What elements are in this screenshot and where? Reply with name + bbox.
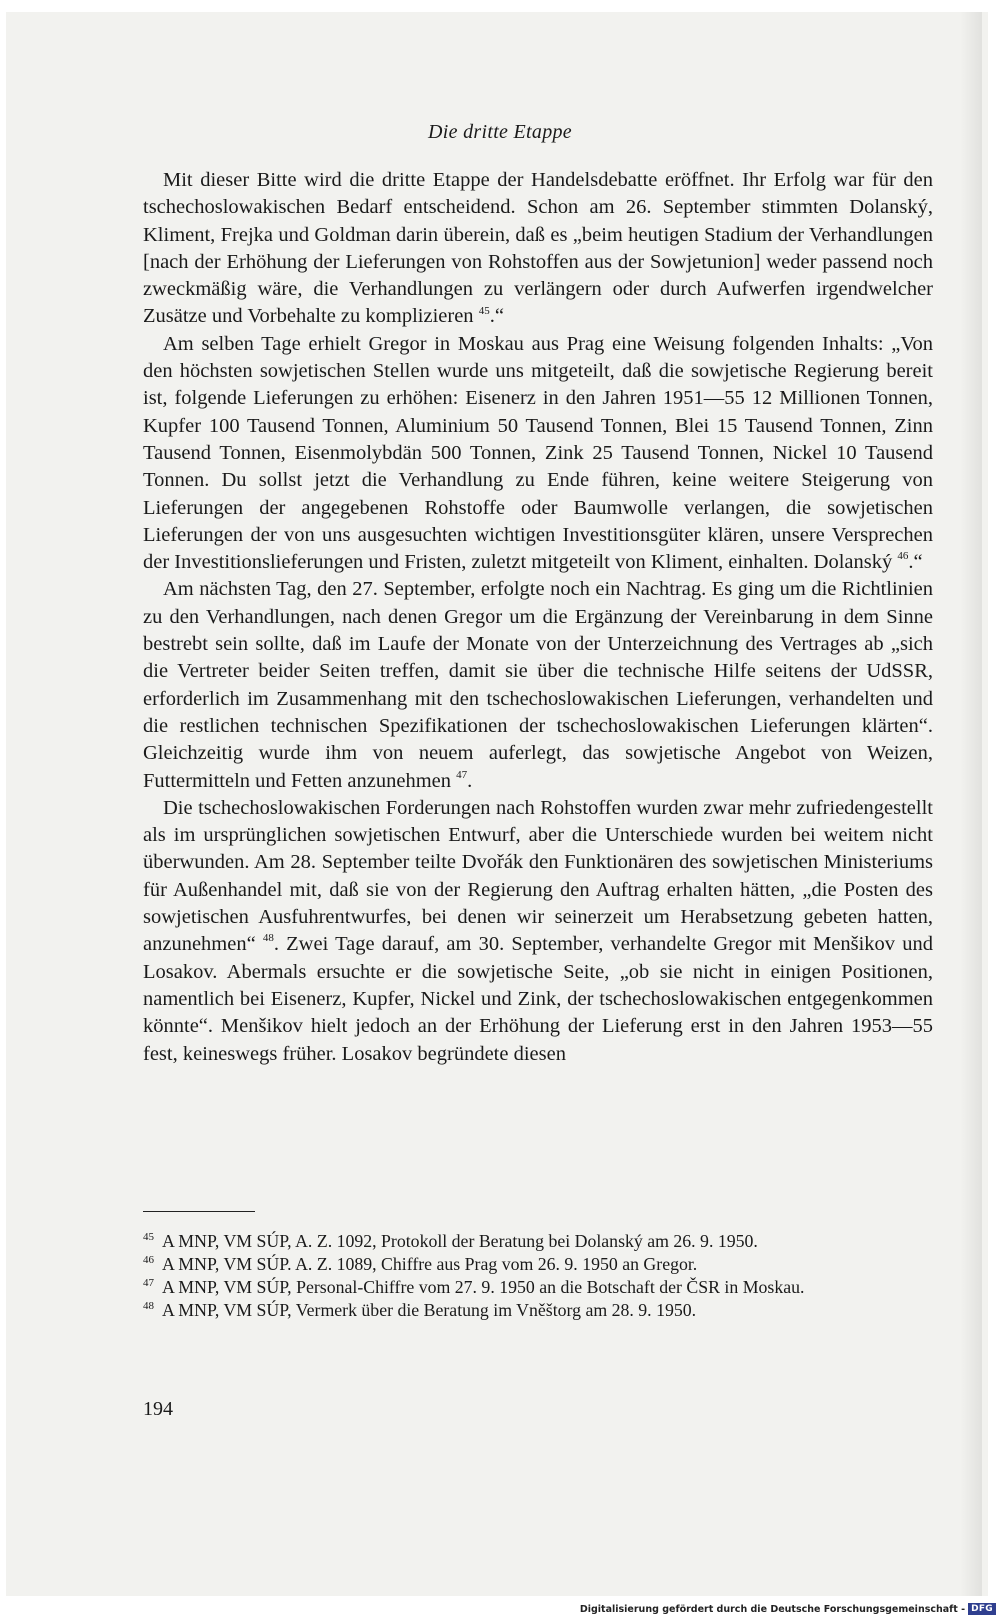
footnote (143, 1253, 933, 1276)
footnote (143, 1299, 933, 1322)
footnote-number: 45 (143, 1231, 154, 1244)
paragraph-text: Mit dieser Bitte wird die dritte Etappe der Handelsdebatte eröffnet. Ihr Erfolg war für den tschechoslowakischen Bedarf entscheidend. Schon am 26. September stimmten Dolanský, Kliment, Frejka und Goldman darin überein, daß es „beim heutigen Stadium der Verhandlungen [nach der Erhöhung der Lieferungen von Rohstoffen aus der Sowjetunion] weder passend noch zweckmäßig wäre, die Verhandlungen zu verlängern oder durch Aufwerfen irgendwelcher Zusätze und Vorbehalte zu komplizieren (143, 169, 933, 328)
digitization-credit (580, 1603, 996, 1615)
paragraph (143, 331, 933, 577)
footnote-number: 47 (143, 1277, 154, 1290)
credit-text: Digitalisierung gefördert durch die Deutsche Forschungsgemeinschaft - (579, 1603, 966, 1615)
footnote-text: A MNP, VM SÚP, Personal-Chiffre vom 27. 9. 1950 an die Botschaft der ČSR in Moskau. (162, 1277, 805, 1297)
footnote-number: 46 (143, 1254, 154, 1267)
paragraph (143, 576, 933, 794)
paragraph-text: Die tschechoslowakischen Forderungen nach Rohstoffen wurden zwar mehr zufriedengestellt als im ursprünglichen sowjetischen Entwurf, aber die Unterschiede wurden bei weitem nicht überwunden. Am 28. September teilte Dvořák den Funktionären des sowjetischen Ministeriums für Außenhandel mit, daß sie von der Regierung den Auftrag erhalten hätten, „die Posten des sowjetischen Ausfuhrentwurfes, bei denen wir seinerzeit um Herabsetzung gebeten hatten, anzunehmen“ (143, 796, 933, 956)
footnotes (143, 1230, 933, 1322)
footnote-text: A MNP, VM SÚP. A. Z. 1089, Chiffre aus Prag vom 26. 9. 1950 an Gregor. (162, 1254, 698, 1274)
paragraph (143, 167, 933, 331)
page-edge-shadow (960, 12, 982, 1596)
paragraph-tail: .“ (489, 305, 504, 328)
footnote-ref: 47 (456, 768, 468, 781)
footnote-ref: 46 (897, 550, 909, 563)
paragraph (143, 795, 933, 1068)
footnote (143, 1230, 933, 1253)
footnote (143, 1276, 933, 1299)
paragraph-tail: . Zwei Tage darauf, am 30. September, verhandelte Gregor mit Menšikov und Losakov. Abermals ersuchte er die sowjetische Seite, „ob sie nicht in einigen Positionen, namentlich bei Eisenerz, Kupfer, Nickel und Zink, der tschechoslowakischen entgegenkommen könnte“. Menšikov hielt jedoch an der Erhöhung der Lieferung erst in den Jahren 1953—55 fest, keineswegs früher. Losakov begründete diesen (143, 933, 933, 1065)
dfg-logo-icon: DFG (968, 1603, 996, 1615)
running-head: Die dritte Etappe (428, 121, 572, 143)
paragraph-text: Am nächsten Tag, den 27. September, erfolgte noch ein Nachtrag. Es ging um die Richtlinien zu den Verhandlungen, nach denen Gregor um die Ergänzung der Vereinbarung in dem Sinne bestrebt sein sollte, daß im Laufe der Monate von der Unterzeichnung des Vertrages ab „sich die Vertreter beider Seiten treffen, damit sie über die technische Hilfe seitens der UdSSR, erforderlich im Zusammenhang mit den tschechoslowakischen Lieferungen, verhandelten und die restlichen technischen Spezifikationen der tschechoslowakischen Lieferungen klärten“. Gleichzeitig wurde ihm von neuem auferlegt, das sowjetische Angebot von Weizen, Futtermitteln und Fetten anzunehmen (143, 578, 933, 792)
body-text (143, 167, 933, 1068)
footnote-ref: 45 (478, 304, 490, 317)
footnote-rule (143, 1211, 255, 1212)
footnote-text: A MNP, VM SÚP, A. Z. 1092, Protokoll der Beratung bei Dolanský am 26. 9. 1950. (162, 1231, 758, 1251)
footnote-ref: 48 (262, 932, 274, 945)
footnote-number: 48 (143, 1300, 154, 1313)
paragraph-tail: .“ (908, 551, 923, 574)
footnote-text: A MNP, VM SÚP, Vermerk über die Beratung im Vněštorg am 28. 9. 1950. (162, 1300, 697, 1320)
page-number: 194 (143, 1398, 173, 1420)
paragraph-tail: . (467, 769, 473, 792)
paragraph-text: Am selben Tage erhielt Gregor in Moskau aus Prag eine Weisung folgenden Inhalts: „Von den höchsten sowjetischen Stellen wurde uns mitgeteilt, daß die sowjetische Regierung bereit ist, folgende Lieferungen zu erhöhen: Eisenerz in den Jahren 1951—55 12 Millionen Tonnen, Kupfer 100 Tausend Tonnen, Aluminium 50 Tausend Tonnen, Blei 15 Tausend Tonnen, Zinn Tausend Tonnen, Eisenmolybdän 500 Tonnen, Zink 25 Tausend Tonnen, Nickel 10 Tausend Tonnen. Du sollst jetzt die Verhandlung zu Ende führen, keine weitere Steigerung von Lieferungen der angegebenen Rohstoffe oder Baumwolle verlangen, die sowjetischen Lieferungen der von uns ausgesuchten wichtigen Investitionsgüter klären, unsere Versprechen der Investitionslieferungen und Fristen, zuletzt mitgeteilt von Kliment, einhalten. Dolanský (143, 332, 933, 574)
